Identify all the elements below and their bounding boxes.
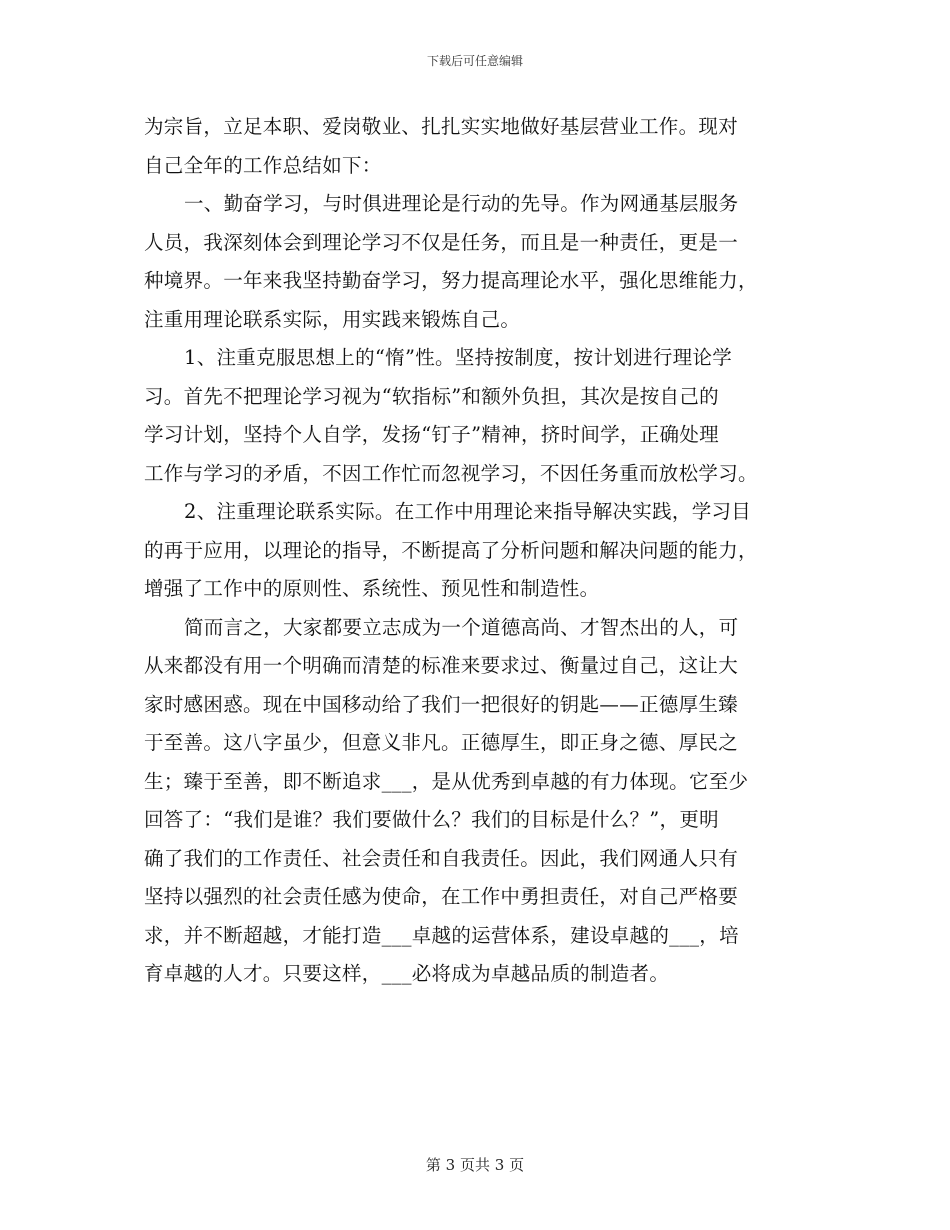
text-line: 育卓越的人才。只要这样，___必将成为卓越品质的制造者。 (144, 962, 670, 985)
text-line: 2、注重理论联系实际。在工作中用理论来指导解决实践，学习目 (184, 500, 752, 523)
document-body (144, 108, 812, 994)
text-line: 回答了：“我们是谁？我们要做什么？我们的目标是什么？”，更明 (144, 808, 719, 831)
paragraph-conclusion (144, 609, 812, 994)
text-line: 从来都没有用一个明确而清楚的标准来要求过、衡量过自己，这让大 (144, 654, 739, 677)
paragraph-section-1 (144, 185, 812, 339)
text-line: 的再于应用，以理论的指导，不断提高了分析问题和解决问题的能力， (144, 538, 758, 562)
text-line: 人员，我深刻体会到理论学习不仅是任务，而且是一种责任，更是一 (144, 230, 739, 254)
text-line: 学习计划，坚持个人自学，发扬“钉子”精神，挤时间学，正确处理 (144, 423, 719, 446)
page-header: 下载后可任意编辑 (426, 54, 523, 68)
paragraph-point-2 (144, 493, 812, 609)
text-line: 求，并不断超越，才能打造___卓越的运营体系，建设卓越的___，培 (144, 923, 739, 947)
text-line: 1、注重克服思想上的“惰”性。坚持按制度，按计划进行理论学 (184, 346, 733, 369)
text-line: 家时感困惑。现在中国移动给了我们一把很好的钥匙——正德厚生臻 (144, 692, 739, 716)
text-line: 种境界。一年来我坚持勤奋学习，努力提高理论水平，强化思维能力， (144, 269, 758, 292)
text-line: 一、勤奋学习，与时俱进理论是行动的先导。作为网通基层服务 (184, 192, 739, 215)
text-line: 坚持以强烈的社会责任感为使命，在工作中勇担责任，对自己严格要 (144, 885, 739, 908)
text-line: 自己全年的工作总结如下： (144, 153, 382, 177)
paragraph-intro (144, 108, 812, 185)
text-line: 生；臻于至善，即不断追求___，是从优秀到卓越的有力体现。它至少 (144, 769, 749, 793)
text-line: 工作与学习的矛盾，不因工作忙而忽视学习，不因任务重而放松学习。 (144, 461, 758, 485)
paragraph-point-1 (144, 339, 812, 493)
text-line: 简而言之，大家都要立志成为一个道德高尚、才智杰出的人，可 (184, 615, 739, 639)
text-line: 于至善。这八字虽少，但意义非凡。正德厚生，即正身之德、厚民之 (144, 731, 739, 754)
text-line: 为宗旨，立足本职、爱岗敬业、扎扎实实地做好基层营业工作。现对 (144, 115, 739, 138)
text-line: 习。首先不把理论学习视为“软指标”和额外负担，其次是按自己的 (144, 384, 719, 408)
page-number-footer: 第 3 页共 3 页 (425, 1156, 525, 1174)
text-line: 增强了工作中的原则性、系统性、预见性和制造性。 (144, 577, 600, 600)
text-line: 确了我们的工作责任、社会责任和自我责任。因此，我们网通人只有 (144, 846, 739, 870)
text-line: 注重用理论联系实际，用实践来锻炼自己。 (144, 307, 521, 331)
